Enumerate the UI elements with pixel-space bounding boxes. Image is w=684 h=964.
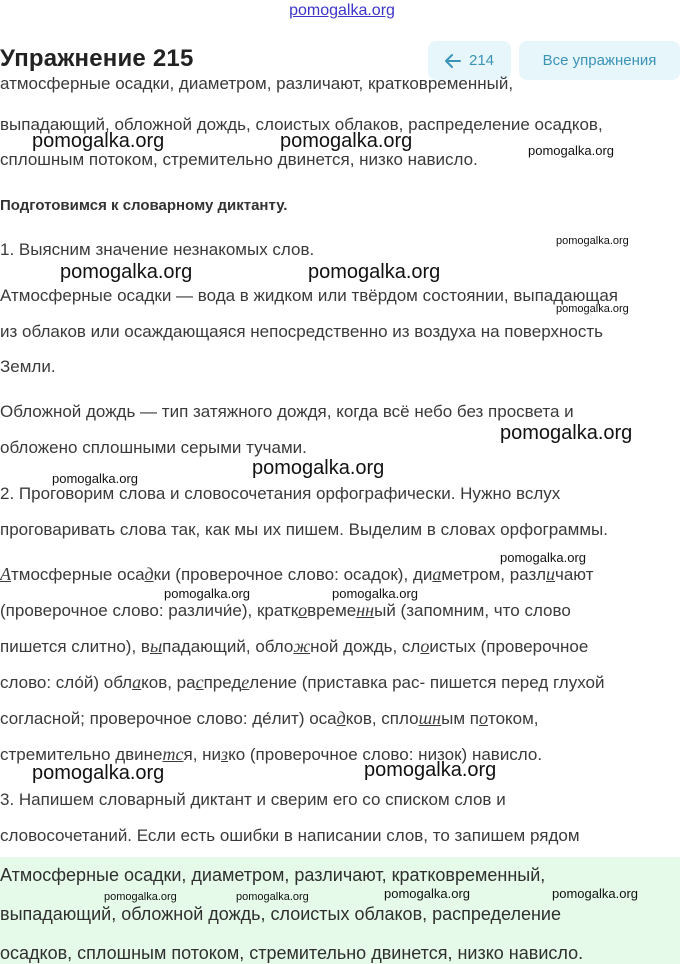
orthogram-line: Атмосферные осадки (проверочное слово: осадок), диаметром, различают: [0, 564, 594, 584]
watermark: pomogalka.org: [364, 759, 497, 781]
arrow-left-icon: [445, 54, 461, 68]
watermark: pomogalka.org: [32, 762, 165, 784]
orthogram-line: пишется слитно), выпадающий, обложной дождь, слоистых (проверочное: [0, 636, 589, 656]
answer-line: выпадающий, обложной дождь, слоистых облаков, распределение: [0, 904, 561, 924]
text-line: словосочетаний. Если есть ошибки в написании слов, то запишем рядом: [0, 826, 580, 845]
text-line: обложено сплошными серыми тучами.: [0, 438, 307, 457]
text-line: 1. Выясним значение незнакомых слов.: [0, 240, 315, 259]
watermark: pomogalka.org: [528, 143, 614, 158]
text-line: выпадающий, обложной дождь, слоистых облаков, распределение осадков,: [0, 115, 603, 134]
text-line: 2. Проговорим слова и словосочетания орфографически. Нужно вслух: [0, 484, 561, 503]
prev-exercise-label: 214: [468, 52, 495, 69]
watermark: pomogalka.org: [384, 886, 470, 901]
page-title: Упражнение 215: [0, 45, 194, 72]
watermark: pomogalka.org: [60, 261, 193, 283]
watermark: pomogalka.org: [500, 422, 633, 444]
site-link[interactable]: pomogalka.org: [289, 2, 395, 19]
watermark: pomogalka.org: [332, 586, 418, 601]
watermark: pomogalka.org: [500, 550, 586, 565]
answer-line: осадков, сплошным потоком, стремительно двинется, низко нависло.: [0, 943, 584, 963]
watermark: pomogalka.org: [236, 891, 309, 903]
text-line: Обложной дождь — тип затяжного дождя, когда всё небо без просвета и: [0, 402, 574, 421]
watermark: pomogalka.org: [104, 891, 177, 903]
orthogram-line: согласной; проверочное слово: де́лит) осадков, сплошным потоком,: [0, 708, 539, 728]
text-line: сплошным потоком, стремительно двинется, низко нависло.: [0, 150, 478, 169]
text-line: Земли.: [0, 357, 56, 376]
answer-block: [0, 857, 680, 964]
watermark: pomogalka.org: [556, 235, 629, 247]
section-heading: Подготовимся к словарному диктанту.: [0, 197, 288, 214]
answer-line: Атмосферные осадки, диаметром, различают, кратковременный,: [0, 865, 546, 885]
text-line: из облаков или осаждающаяся непосредственно из воздуха на поверхность: [0, 322, 603, 341]
all-exercises-button[interactable]: Все упражнения: [519, 41, 680, 80]
orthogram-line: (проверочное слово: различи́е), кратковременный (запомним, что слово: [0, 600, 571, 620]
text-line: проговаривать слова так, как мы их пишем. Выделим в словах орфограммы.: [0, 520, 608, 539]
watermark: pomogalka.org: [164, 586, 250, 601]
watermark: pomogalka.org: [52, 471, 138, 486]
orthogram-line: слово: сло́й) облаков, распределение (приставка рас- пишется перед глухой: [0, 672, 605, 692]
watermark: pomogalka.org: [556, 303, 629, 315]
watermark: pomogalka.org: [32, 130, 165, 152]
orthogram-line: стремительно двинется, низко (проверочное слово: низок) нависло.: [0, 744, 543, 764]
watermark: pomogalka.org: [280, 130, 413, 152]
cut-off-line: атмосферные осадки, диаметром, различают, кратковременный,: [0, 74, 514, 93]
watermark: pomogalka.org: [308, 261, 441, 283]
text-line: Атмосферные осадки — вода в жидком или твёрдом состоянии, выпадающая: [0, 286, 619, 305]
watermark: pomogalka.org: [552, 886, 638, 901]
text-line: 3. Напишем словарный диктант и сверим его со списком слов и: [0, 790, 506, 809]
watermark: pomogalka.org: [252, 457, 385, 479]
